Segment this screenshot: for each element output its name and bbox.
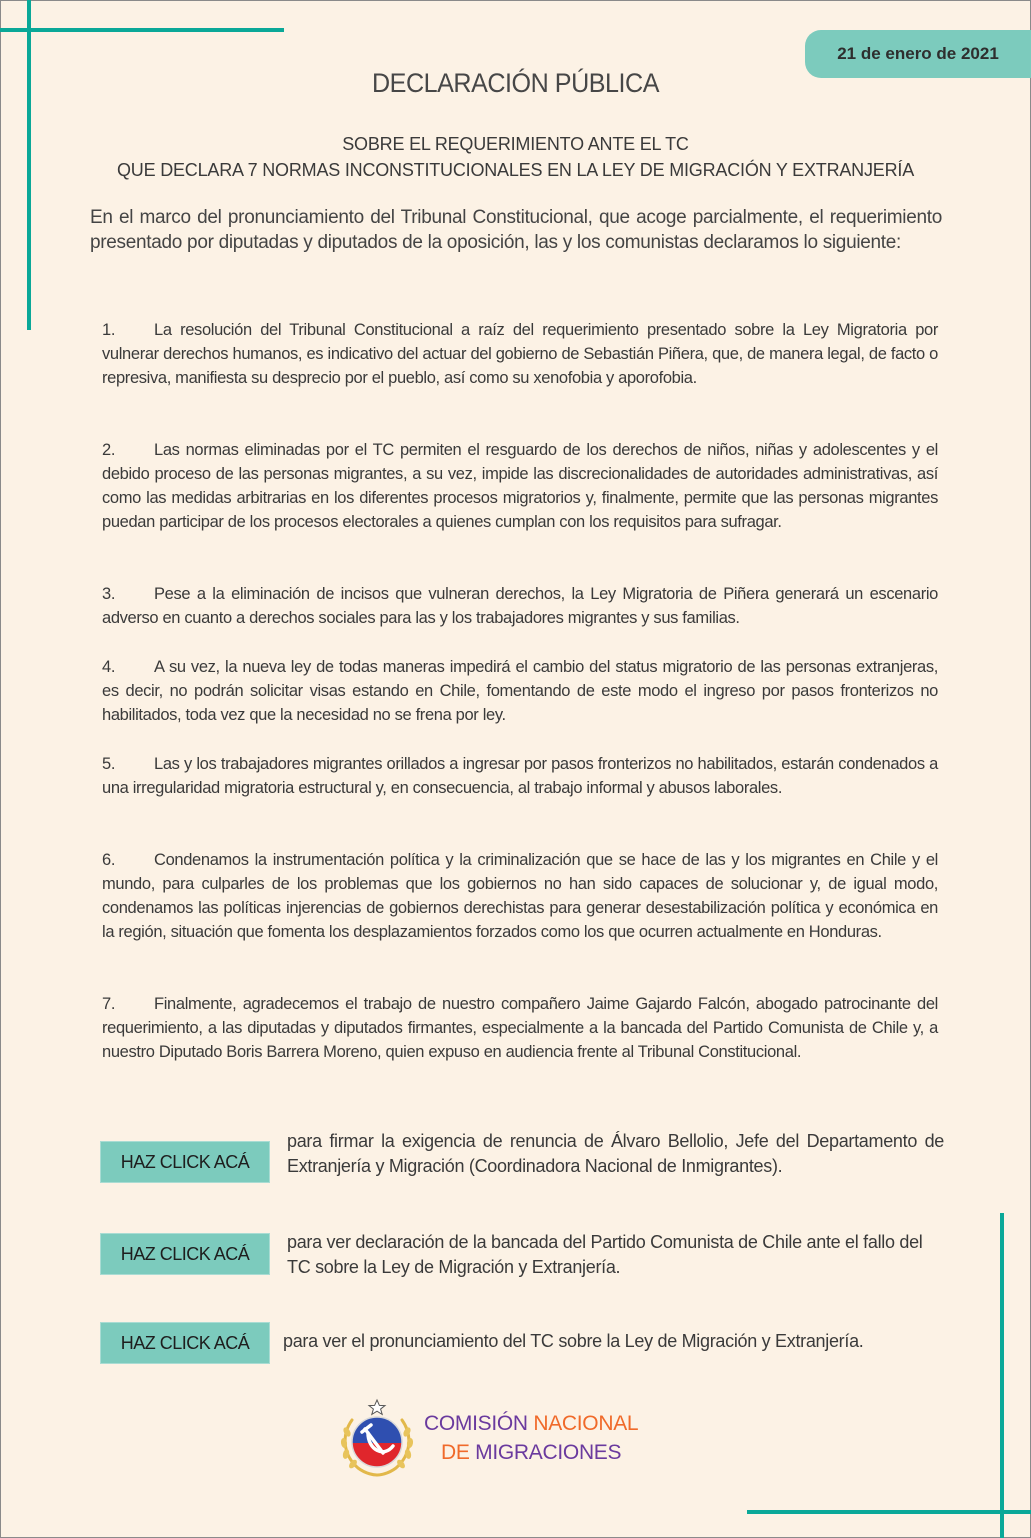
point-number: 7.	[102, 995, 116, 1013]
communist-party-emblem-icon	[338, 1398, 416, 1478]
point-text: Condenamos la instrumentación política y la criminalización que se hace de las y los migrantes en Chile y el mundo, para culparles de los problemas que los gobiernos no han sido capaces de solucionar y, de igual modo, condenamos las políticas injerencias de gobiernos derechistas para generar desestabilización política y económica en la región, situación que fomenta los desplazamientos forzados como los que ocurren actualmente en Honduras.	[102, 851, 938, 941]
declaration-point	[102, 318, 938, 390]
cta-row-party-declaration	[100, 1233, 947, 1280]
point-text: La resolución del Tribunal Constitucional a raíz del requerimiento presentado sobre la Ley Migratoria por vulnerar derechos humanos, es indicativo del actuar del gobierno de Sebastián Piñera, que, de manera legal, de facto o represiva, manifiesta su desprecio por el pueblo, así como su xenofobia y aporofobia.	[102, 321, 938, 387]
point-number: 4.	[102, 658, 116, 676]
cta-description: para ver el pronunciamiento del TC sobre la Ley de Migración y Extranjería.	[283, 1331, 864, 1351]
point-number: 2.	[102, 441, 116, 459]
declaration-point	[102, 655, 938, 727]
subtitle-line-1: SOBRE EL REQUERIMIENTO ANTE EL TC	[342, 134, 689, 154]
point-text: Pese a la eliminación de incisos que vulneran derechos, la Ley Migratoria de Piñera generará un escenario adverso en cuanto a derechos sociales para las y los trabajadores migrantes y sus familias.	[102, 585, 938, 627]
declaration-point	[102, 848, 938, 944]
decorative-line-bottom-right-horizontal	[747, 1510, 1031, 1514]
party-declaration-link-button[interactable]: HAZ CLICK ACÁ	[100, 1233, 270, 1275]
footer-organization	[338, 1398, 638, 1478]
declaration-point	[102, 752, 938, 800]
org-name-word: DE	[441, 1441, 470, 1464]
point-number: 3.	[102, 585, 116, 603]
org-name-word: COMISIÓN	[424, 1412, 528, 1435]
declaration-point	[102, 992, 938, 1064]
sign-petition-link-button[interactable]: HAZ CLICK ACÁ	[100, 1141, 270, 1183]
tc-ruling-link-button[interactable]: HAZ CLICK ACÁ	[100, 1322, 270, 1364]
page-title: DECLARACIÓN PÚBLICA	[372, 68, 659, 98]
org-name-word: MIGRACIONES	[475, 1441, 622, 1464]
decorative-line-top	[0, 28, 284, 32]
subtitle-line-2: QUE DECLARA 7 NORMAS INCONSTITUCIONALES EN LA LEY DE MIGRACIÓN Y EXTRANJERÍA	[117, 160, 914, 180]
point-text: A su vez, la nueva ley de todas maneras impedirá el cambio del status migratorio de las personas extranjeras, es decir, no podrán solicitar visas estando en Chile, fomentando de este modo el ingreso por pasos fronterizos no habilitados, toda vez que la necesidad no se frena por ley.	[102, 658, 938, 724]
point-number: 5.	[102, 755, 116, 773]
point-text: Finalmente, agradecemos el trabajo de nuestro compañero Jaime Gajardo Falcón, abogado patrocinante del requerimiento, a las diputadas y diputados firmantes, especialmente a la bancada del Partido Comunista de Chile y, a nuestro Diputado Boris Barrera Moreno, quien expuso en audiencia frente al Tribunal Constitucional.	[102, 995, 938, 1061]
declaration-point	[102, 438, 938, 534]
point-number: 6.	[102, 851, 116, 869]
cta-row-tc-ruling	[100, 1322, 863, 1364]
cta-description: para firmar la exigencia de renuncia de Álvaro Bellolio, Jefe del Departamento de Extranjería y Migración (Coordinadora Nacional de Inmigrantes).	[287, 1131, 944, 1176]
point-number: 1.	[102, 321, 116, 339]
intro-paragraph: En el marco del pronunciamiento del Tribunal Constitucional, que acoge parcialmente, el requerimiento presentado por diputadas y diputados de la oposición, las y los comunistas declaramos lo siguiente:	[90, 207, 942, 253]
organization-name	[424, 1409, 638, 1467]
decorative-line-bottom-right-vertical	[1000, 1213, 1004, 1538]
org-name-word: NACIONAL	[533, 1412, 639, 1435]
point-text: Las normas eliminadas por el TC permiten el resguardo de los derechos de niños, niñas y adolescentes y el debido proceso de las personas migrantes, a su vez, impide las discrecionalidades de autoridades administrativas, así como las medidas arbitrarias en los diferentes procesos migratorios y, finalmente, permite que las personas migrantes puedan participar de los procesos electorales a quienes cumplan con los requisitos para sufragar.	[102, 441, 938, 531]
cta-row-sign-petition	[100, 1131, 944, 1183]
date-badge: 21 de enero de 2021	[805, 30, 1031, 78]
cta-description: para ver declaración de la bancada del Partido Comunista de Chile ante el fallo del TC sobre la Ley de Migración y Extranjería.	[287, 1232, 923, 1277]
point-text: Las y los trabajadores migrantes orillados a ingresar por pasos fronterizos no habilitados, estarán condenados a una irregularidad migratoria estructural y, en consecuencia, al trabajo informal y abusos laborales.	[102, 755, 938, 797]
declaration-point	[102, 582, 938, 630]
